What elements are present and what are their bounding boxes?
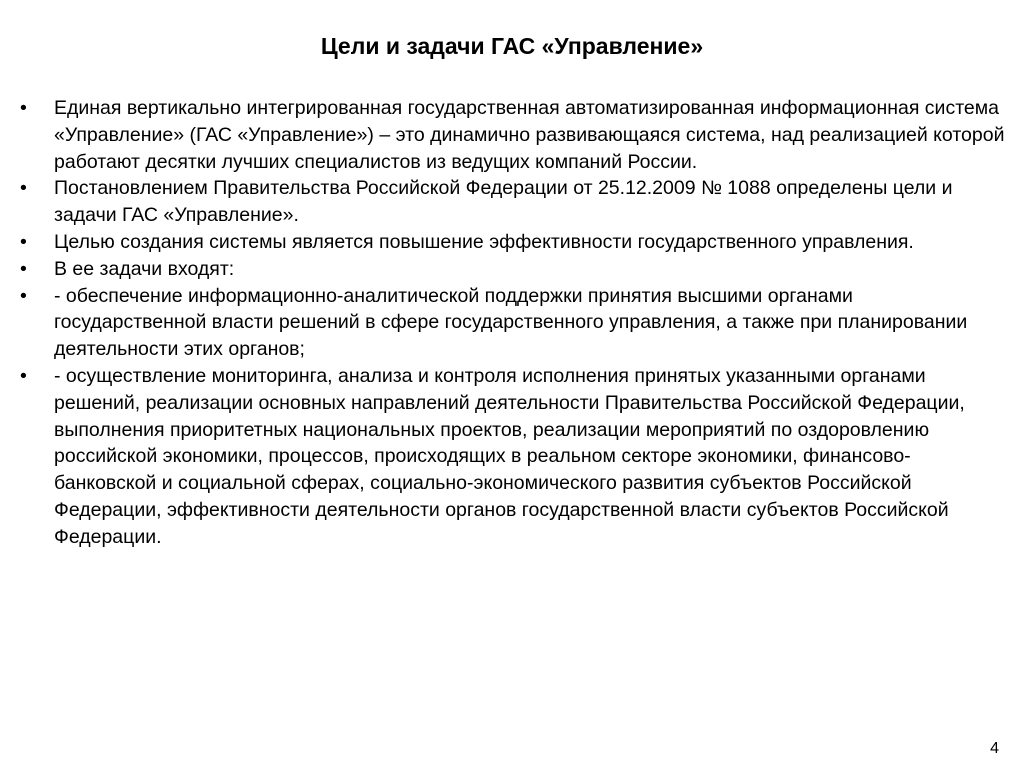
page-number: 4 [990, 740, 999, 757]
bullet-item [20, 229, 1010, 256]
bullet-list [20, 95, 1010, 551]
bullet-dot: • [20, 230, 27, 253]
bullet-dot: • [20, 284, 27, 307]
bullet-text: Единая вертикально интегрированная государственная автоматизированная информационная система «Управление» (ГАС «Управление») – это динамично развивающаяся система, над реализацией которой работают десятки лучших специалистов из ведущих компаний России. [54, 97, 1005, 173]
bullet-item [20, 175, 1010, 229]
bullet-item [20, 95, 1010, 175]
slide-title: Цели и задачи ГАС «Управление» [320, 33, 704, 59]
bullet-dot: • [20, 257, 27, 280]
bullet-text: Целью создания системы является повышение эффективности государственного управления. [54, 230, 914, 253]
bullet-item [20, 363, 1010, 551]
bullet-text: В ее задачи входят: [54, 257, 235, 280]
bullet-dot: • [20, 177, 27, 200]
bullet-text: - осуществление мониторинга, анализа и контроля исполнения принятых указанными органами решений, реализации основных направлений деятельности Правительства Российской Федерации, выполнения приоритетных национальных проектов, реализации мероприятий по оздоровлению российской экономики, процессов, происходящих в реальном секторе экономики, финансово-банковской и социальной сферах, социально-экономического развития субъектов Российской Федерации, эффективности деятельности органов государственной власти субъектов Российской Федерации. [54, 364, 965, 548]
bullet-dot: • [20, 97, 27, 119]
bullet-dot: • [20, 364, 27, 387]
bullet-item [20, 283, 1010, 363]
bullet-text: Постановлением Правительства Российской Федерации от 25.12.2009 № 1088 определены цели и задачи ГАС «Управление». [54, 177, 953, 227]
bullet-text: - обеспечение информационно-аналитической поддержки принятия высшими органами государственной власти решений в сфере государственного управления, а также при планировании деятельности этих органов; [54, 284, 968, 361]
bullet-item [20, 256, 1010, 283]
